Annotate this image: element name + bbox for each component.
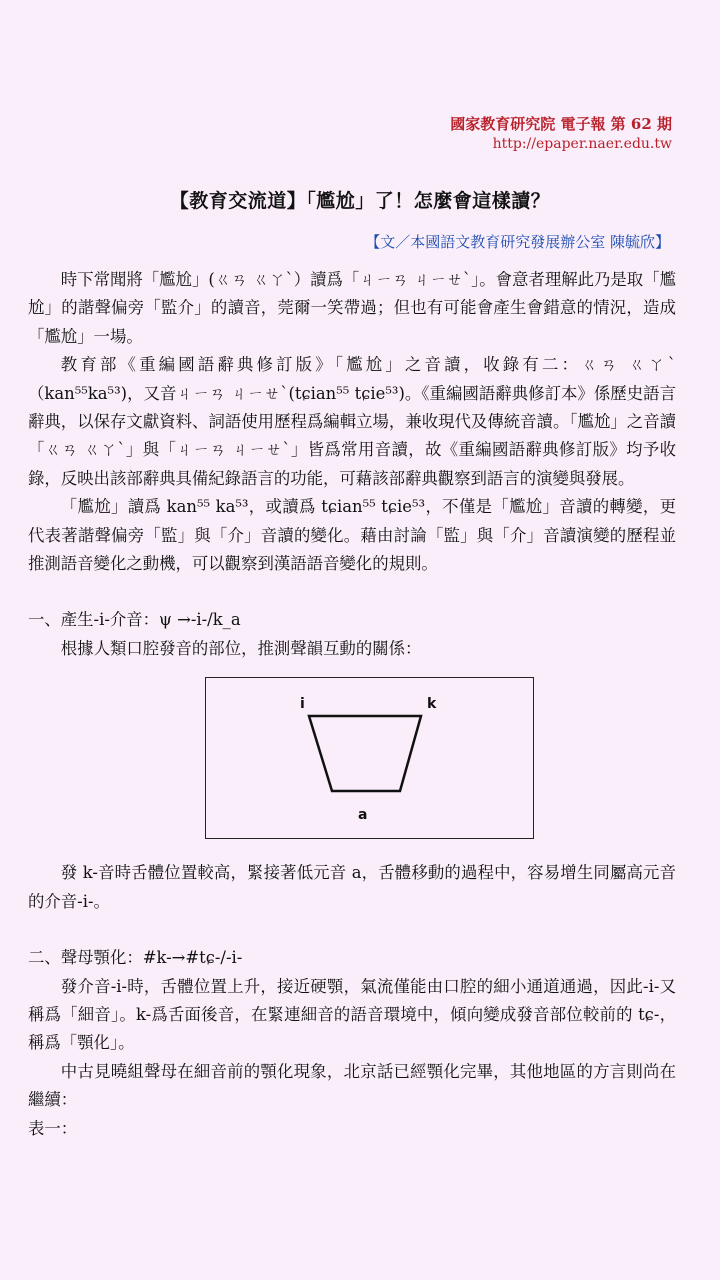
consonant-label-k: k — [427, 696, 437, 713]
issuer-line: 國家教育研究院 電子報 第 62 期 — [450, 115, 672, 133]
paragraph: 發介音-i-時，舌體位置上升，接近硬顎，氣流僅能由口腔的細小通道通過，因此-i-又稱爲「細音」。k-爲舌面後音，在緊連細音的語音環境中，傾向變成發音部位較前的 tɕ-，稱爲「顎化」。 — [28, 976, 676, 1053]
article-body — [28, 266, 676, 1143]
section-heading: 一、產生-i-介音：ψ →-i-/k_a — [28, 610, 241, 630]
article-title: 【教育交流道】「尷尬」了！怎麼會這樣讀？ — [169, 190, 551, 212]
site-url[interactable]: http://epaper.naer.edu.tw — [492, 136, 672, 152]
trapezoid-shape — [206, 678, 533, 838]
vowel-label-a: a — [358, 807, 368, 824]
paragraph: 教育部《重編國語辭典修訂版》「尷尬」之音讀，收錄有二：ㄍㄢ ㄍㄚˋ（kan⁵⁵ka⁵³)，又音ㄐㄧㄢ ㄐㄧㄝˋ(tɕian⁵⁵ tɕie⁵³)。《重編國語辭典修訂本》係歷史語言辭典，以保存文獻資料、詞語使用歷程爲編輯立場，兼收現代及傳統音讀。「尷尬」之音讀「ㄍㄢ ㄍㄚˋ」與「ㄐㄧㄢ ㄐㄧㄝˋ」皆爲常用音讀，故《重編國語辭典修訂版》均予收錄，反映出該部辭典具備紀錄語言的功能，可藉該部辭典觀察到語言的演變與發展。 — [28, 355, 676, 488]
paragraph: 時下常聞將「尷尬」(ㄍㄢ ㄍㄚˋ）讀爲「ㄐㄧㄢ ㄐㄧㄝˋ」。會意者理解此乃是取「尷尬」的諧聲偏旁「監介」的讀音，莞爾一笑帶過；但也有可能會產生會錯意的情況，造成「尷尬」一場。 — [28, 270, 676, 346]
paragraph: 「尷尬」讀爲 kan⁵⁵ ka⁵³，或讀爲 tɕian⁵⁵ tɕie⁵³，不僅是「尷尬」音讀的轉變，更代表著諧聲偏旁「監」與「介」音讀的變化。藉由討論「監」與「介」音讀演變的歷程並推測語音變化之動機，可以觀察到漢語語音變化的規則。 — [28, 497, 676, 574]
tongue-position-diagram — [205, 677, 534, 839]
vowel-label-i: i — [300, 696, 305, 713]
masthead — [450, 114, 672, 154]
article-author: 【文／本國語文教育研究發展辦公室 陳毓欣】 — [365, 233, 670, 251]
section-heading: 二、聲母顎化：#k-→#tɕ-/-i- — [28, 948, 243, 968]
table-caption: 表一： — [28, 1118, 78, 1138]
paragraph: 中古見曉組聲母在細音前的顎化現象，北京話已經顎化完畢，其他地區的方言則尚在繼續： — [28, 1061, 676, 1110]
paragraph: 根據人類口腔發音的部位，推測聲韻互動的關係： — [60, 638, 422, 658]
paragraph: 發 k-音時舌體位置較高，緊接著低元音 a，舌體移動的過程中，容易增生同屬高元音的介音-i-。 — [28, 863, 676, 911]
